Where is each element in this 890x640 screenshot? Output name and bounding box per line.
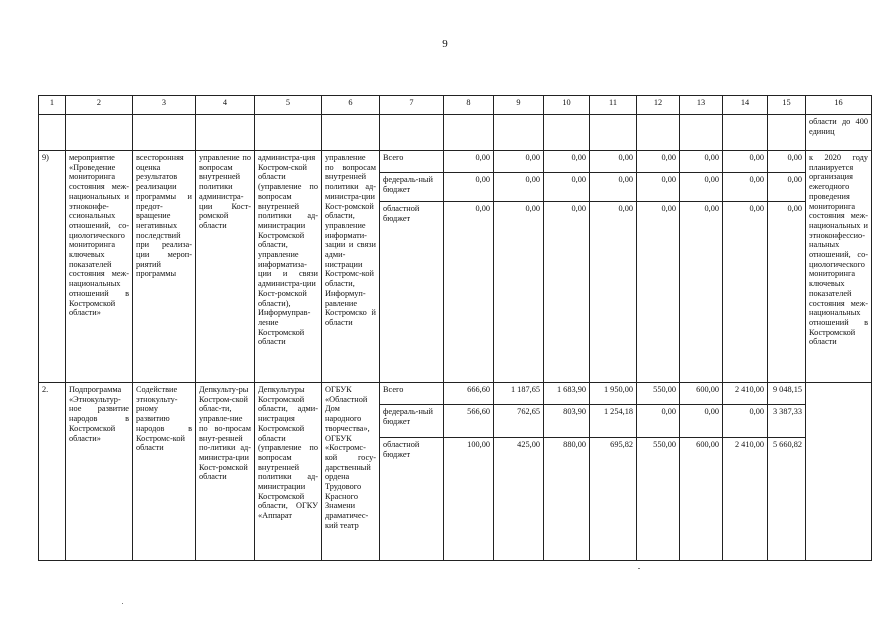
funding-source-federal: федераль-ный бюджет [380, 404, 443, 437]
amount: 1 187,65 [510, 385, 540, 394]
amount: 666,60 [467, 385, 490, 394]
amount: 0,00 [544, 172, 589, 201]
table-cell [768, 115, 806, 151]
header-cell: 11 [590, 96, 637, 115]
amount: 425,00 [494, 437, 543, 452]
table-cell [680, 115, 723, 151]
header-cell: 7 [380, 96, 444, 115]
amount: 0,00 [618, 153, 633, 162]
funding-source-cell [380, 151, 444, 383]
activity-name: мероприятие «Проведение мониторинга состояния меж-национальных и этноконфе-ссиональных отношений, со-циологического мониторинга ключевых показателей состояния меж-национальных отношений в Костромской области» [66, 151, 133, 383]
header-cell: 12 [637, 96, 680, 115]
amount: 0,00 [723, 172, 767, 201]
amount: 0,00 [637, 201, 679, 216]
outcome-cell: области до 400 единиц [806, 115, 872, 151]
row-number: 2. [39, 383, 66, 561]
amount-cell [590, 151, 637, 383]
amount: 0,00 [544, 201, 589, 216]
table-cell [255, 115, 322, 151]
table-cell [133, 115, 196, 151]
amount-cell [444, 151, 494, 383]
amount-cell [544, 151, 590, 383]
funding-source-cell [380, 383, 444, 561]
amount: 9 048,15 [772, 385, 802, 394]
amount: 0,00 [525, 153, 540, 162]
program-table [38, 95, 872, 561]
scan-speck [638, 568, 640, 569]
amount-cell [637, 151, 680, 383]
amount-cell [494, 383, 544, 561]
amount: 566,60 [444, 404, 493, 437]
amount: 0,00 [475, 153, 490, 162]
continuation-row [39, 115, 872, 151]
amount-cell [590, 383, 637, 561]
amount: 0,00 [494, 172, 543, 201]
amount: 695,82 [590, 437, 636, 452]
header-cell: 8 [444, 96, 494, 115]
funding-source-total: Всего [383, 153, 404, 162]
amount: 2 410,00 [723, 437, 767, 452]
header-cell: 4 [196, 96, 255, 115]
funding-source-regional: областной бюджет [380, 201, 443, 225]
outcome-cell [806, 383, 872, 561]
amount: 0,00 [590, 201, 636, 216]
participants-cell: Депкультуры Костромской области, адми-нистрация Костромской области (управление по вопросам внутренней политики ад-министрации Костромской области, ОГКУ «Аппарат [255, 383, 322, 561]
amount: 0,00 [494, 201, 543, 216]
header-cell: 6 [322, 96, 380, 115]
participants-cell: администра-ция Костром-ской области (управление по вопросам внутренней политики ад-министрации Костромской области, управление информатиза-ции и связи администра-ции Кост-ромской области), Информуправ-ление Костромской области [255, 151, 322, 383]
table-cell [66, 115, 133, 151]
coordinator-cell: управление по вопросам внутренней политики администра-ции Кост-ромской области [196, 151, 255, 383]
amount: 0,00 [571, 153, 586, 162]
header-cell: 15 [768, 96, 806, 115]
amount: 0,00 [768, 172, 805, 201]
header-cell: 3 [133, 96, 196, 115]
amount: 550,00 [637, 437, 679, 452]
amount: 0,00 [590, 172, 636, 201]
goal-cell: Содействие этнокульту-рному развитию народов в Костромс-кой области [133, 383, 196, 561]
amount: 0,00 [444, 201, 493, 216]
table-cell [494, 115, 544, 151]
executors-cell: ОГБУК «Областной Дом народного творчества», ОГБУК «Костромс-кой госу-дарственный ордена Трудового Красного Знамени драматичес-кий театр [322, 383, 380, 561]
subprogram-name: Подпрограмма «Этнокультур-ное развитие народов в Костромской области» [66, 383, 133, 561]
amount: 880,00 [544, 437, 589, 452]
amount-cell [680, 151, 723, 383]
amount-cell [768, 383, 806, 561]
header-cell: 13 [680, 96, 723, 115]
table-cell [444, 115, 494, 151]
executors-cell: управление по вопросам внутренней политики ад-министра-ции Кост-ромской области, управление информати-зации и связи адми-нистрации Костромс-кой области, Информуп-равление Костромско й области [322, 151, 380, 383]
amount-cell [680, 383, 723, 561]
amount: 803,90 [544, 404, 589, 437]
table-cell [723, 115, 768, 151]
table-cell [590, 115, 637, 151]
table-cell [637, 115, 680, 151]
amount-cell [768, 151, 806, 383]
amount: 0,00 [661, 153, 676, 162]
outcome-cell: к 2020 году планируется организация ежегодного проведения мониторинга состояния меж-национальных и этноконфессио-нальных отношений, со-циологического мониторинга ключевых показателей состояния меж-национальных отношений в Костромской области [806, 151, 872, 383]
amount: 5 660,82 [768, 437, 805, 452]
header-row [39, 96, 872, 115]
amount-cell [637, 383, 680, 561]
coordinator-cell: Депкульту-ры Костром-ской облас-ти, управле-ние по во-просам внут-ренней по-литики ад-министра-ции Кост-ромской области [196, 383, 255, 561]
header-cell: 14 [723, 96, 768, 115]
funding-source-total: Всего [383, 385, 404, 394]
amount: 0,00 [680, 404, 722, 437]
header-cell: 5 [255, 96, 322, 115]
amount-cell [723, 151, 768, 383]
header-cell: 9 [494, 96, 544, 115]
page-number: 9 [442, 38, 448, 50]
amount: 1 950,00 [603, 385, 633, 394]
table-cell [39, 115, 66, 151]
amount: 100,00 [444, 437, 493, 452]
amount: 0,00 [680, 201, 722, 216]
amount: 0,00 [637, 172, 679, 201]
scan-speck [122, 603, 123, 604]
table-cell [380, 115, 444, 151]
amount-cell [494, 151, 544, 383]
amount: 550,00 [653, 385, 676, 394]
amount: 600,00 [696, 385, 719, 394]
funding-source-regional: областной бюджет [380, 437, 443, 461]
amount: 0,00 [704, 153, 719, 162]
amount-cell [544, 383, 590, 561]
table-cell [544, 115, 590, 151]
header-cell: 10 [544, 96, 590, 115]
table-cell [322, 115, 380, 151]
amount: 0,00 [637, 404, 679, 437]
amount-cell [723, 383, 768, 561]
amount-cell [444, 383, 494, 561]
table-cell [196, 115, 255, 151]
amount: 1 683,90 [556, 385, 586, 394]
funding-source-federal: федераль-ный бюджет [380, 172, 443, 201]
amount: 0,00 [749, 153, 764, 162]
amount: 0,00 [768, 201, 805, 216]
header-cell: 16 [806, 96, 872, 115]
amount: 0,00 [723, 404, 767, 437]
amount: 2 410,00 [734, 385, 764, 394]
table-row [39, 383, 872, 561]
amount: 0,00 [723, 201, 767, 216]
goal-cell: всесторонняя оценка результатов реализации программы и предот-вращение негативных последствий при реализа-ции мероп-риятий программы [133, 151, 196, 383]
header-cell: 1 [39, 96, 66, 115]
row-number: 9) [39, 151, 66, 383]
header-cell: 2 [66, 96, 133, 115]
amount: 762,65 [494, 404, 543, 437]
amount: 0,00 [787, 153, 802, 162]
amount: 600,00 [680, 437, 722, 452]
amount: 3 387,33 [768, 404, 805, 437]
table-row [39, 151, 872, 383]
amount: 0,00 [444, 172, 493, 201]
amount: 1 254,18 [590, 404, 636, 437]
amount: 0,00 [680, 172, 722, 201]
